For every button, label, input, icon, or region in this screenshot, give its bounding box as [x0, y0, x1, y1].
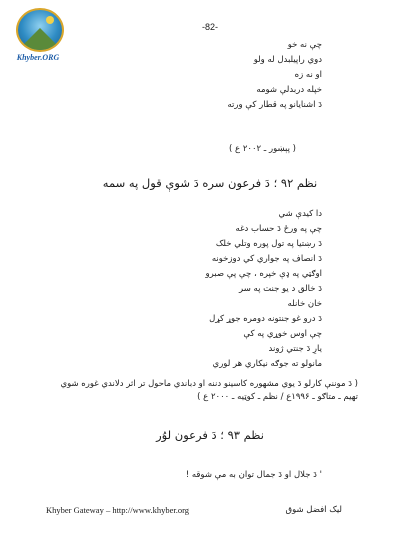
- logo-text: Khyber.ORG: [16, 53, 60, 62]
- stanza-2-line: مانولو ته جوګه نيکاري هر لوري: [212, 359, 322, 369]
- stanza-1-line: خپله دربدلې شومه: [256, 85, 322, 95]
- stanza-2-line: چې اوس خوړي په کې: [243, 329, 322, 339]
- poem-93-title: نظم ۹۳ ؛ دَ فرعون لوُر: [156, 428, 264, 442]
- stanza-1-line: دَ اشنايانو په قطار کې ورته: [227, 100, 322, 110]
- poem-note: [58, 378, 358, 404]
- stanza-2-line: دَ انصاف په جواري کي دوزخونه: [211, 254, 322, 264]
- page-number: -82-: [201, 22, 218, 32]
- stanza-2-line: دَ رښتيا په تول پوره وتلي خلک: [215, 239, 322, 249]
- stanza-2-line: يارِ دَ جنتي ژوند: [268, 344, 322, 354]
- poem-note-line: تهيم ـ متاګو ـ ۱۹۹۶ع / نظم ـ کوټيه ـ ۲۰۰۰ ع ): [197, 392, 358, 402]
- poem-note-line: ( دَ موننې کارلو دَ يوي مشهوره کاسينو دننه او دباندي ماحول تر اثر دلاندي غوره شوي: [60, 379, 358, 389]
- stanza-2-line: چې په ورځ دَ حساب دغه: [235, 224, 322, 234]
- stanza-2-line: خان خانله: [287, 299, 322, 309]
- stanza-2-line: دَ خالق د يو جنت په سر: [239, 284, 322, 294]
- stanza-1-line: دوي راپيلبدل له ولو: [253, 55, 322, 65]
- footer-website: Khyber Gateway – http://www.khyber.org: [46, 505, 190, 515]
- date-line: ( پېښور ـ ۲۰۰۲ ع ): [229, 144, 296, 154]
- stanza-1-line: چې نه خو: [287, 40, 322, 50]
- poem-92-title: نظم ۹۲ ؛ دَ فرعون سره دَ شوې قول په سمه: [102, 176, 318, 190]
- stanza-2-line: اوګټي په ډې خپره ، چې پې صبرو: [205, 269, 322, 279]
- stanza-2-line: دَ درو غو جنتونه دومره جوړ کړل: [209, 314, 322, 324]
- footer-author: ليک افضل شوق: [285, 505, 342, 515]
- stanza-1: [22, 38, 322, 113]
- poem-93-line: ' دَ جلال او دَ جمال توان به مې شوقه !: [185, 470, 322, 480]
- stanza-2: [22, 207, 322, 372]
- stanza-2-line: دا کيدې شي: [278, 209, 322, 219]
- stanza-1-line: او نه زه: [294, 70, 322, 80]
